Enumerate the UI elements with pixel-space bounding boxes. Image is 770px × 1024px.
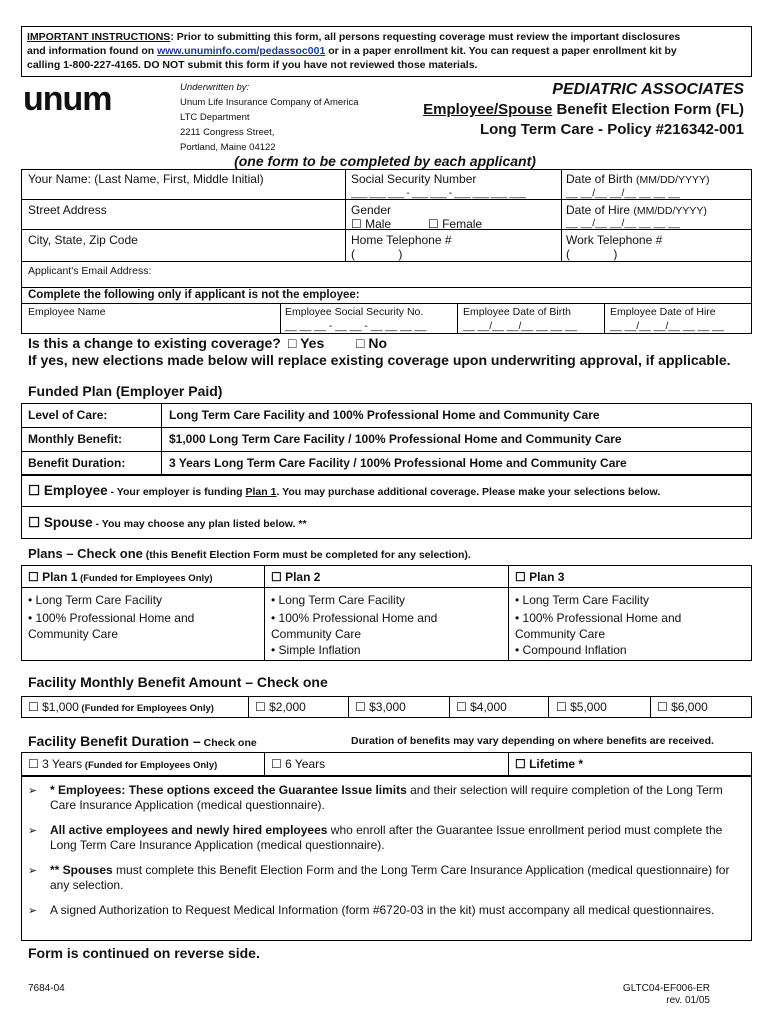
note-authorization [28,903,743,918]
plan3-detail-3: Community Care [515,627,606,641]
instructions-line2a: and information found on [27,45,158,57]
plan1-details [28,592,194,642]
employee-dob-label: Employee Date of Birth [463,306,571,318]
monthly-benefit-label: Monthly Benefit: [28,432,122,446]
plan3-detail-4: • Compound Inflation [515,643,627,657]
level-of-care-value: Long Term Care Facility and 100% Professional Home and Community Care [169,408,600,422]
plan2-detail-2: • 100% Professional Home and [271,611,438,625]
amount-6000-checkbox[interactable]: ☐ $6,000 [657,700,708,714]
home-tel-field[interactable]: ( ) [351,247,403,261]
employee-text: - Your employer is funding [107,486,246,498]
change-question: Is this a change to existing coverage? [28,335,281,351]
employee-name-field[interactable]: Employee Name [28,306,106,318]
arrow-icon: ➢ [28,784,38,797]
name-field[interactable]: Your Name: (Last Name, First, Middle Initial) [28,172,264,186]
duration-3yr-checkbox[interactable]: ☐ 3 Years [28,757,83,771]
employee-plan: Plan 1 [245,486,277,498]
benefit-duration-value: 3 Years Long Term Care Facility / 100% Professional Home and Community Care [169,456,627,470]
amount-1000-option[interactable] [28,700,214,714]
plan3-detail-1: • Long Term Care Facility [515,593,650,607]
footer-code: GLTC04-EF006-ER [622,983,710,994]
instructions-box [21,26,752,77]
ssn-field[interactable]: ___ ___ ___ - ___ ___ - ___ ___ ___ ___ [351,187,526,199]
logo-text: unum [23,80,112,118]
arrow-icon: ➢ [28,904,38,917]
ssn-label: Social Security Number [351,172,477,186]
instructions-line3: calling 1-800-227-4165. DO NOT submit this form if you have not reviewed those materials. [27,59,478,71]
title-line1: PEDIATRIC ASSOCIATES [552,81,744,98]
duration-3yr-note: (Funded for Employees Only) [82,760,218,771]
facility-duration-note: Duration of benefits may vary depending on where benefits are received. [351,735,714,747]
plan3-details [515,592,681,658]
spouse-text: - You may choose any plan listed below. ** [92,518,307,530]
note-active-bold: All active employees and newly hired employees [50,823,328,837]
instructions-heading: IMPORTANT INSTRUCTIONS [27,31,171,43]
change-yes-checkbox[interactable]: □ Yes [288,335,325,351]
benefit-duration-label: Benefit Duration: [28,456,126,470]
employee-checkbox[interactable]: ☐ Employee [28,483,108,498]
underwriter-label: Underwritten by: [180,82,250,93]
plan2-details [271,592,437,658]
dob-field[interactable]: __ __/__ __/__ __ __ __ [566,187,680,199]
underwriter-street: 2211 Congress Street, [180,127,275,138]
duration-6yr-checkbox[interactable]: ☐ 6 Years [271,757,326,771]
plan1-detail-3: Community Care [28,627,119,641]
plan2-detail-4: • Simple Inflation [271,643,361,657]
street-field[interactable]: Street Address [28,203,107,217]
work-tel-field[interactable]: ( ) [566,247,618,261]
amount-2000-checkbox[interactable]: ☐ $2,000 [255,700,306,714]
spouse-checkbox[interactable]: ☐ Spouse [28,515,93,530]
instructions-line1: : Prior to submitting this form, all persons requesting coverage must review the important disclosures [170,31,681,43]
plans-heading [28,546,471,561]
plan1-option[interactable] [28,570,213,584]
title-line2 [423,100,744,120]
amount-4000-checkbox[interactable]: ☐ $4,000 [456,700,507,714]
plan2-detail-1: • Long Term Care Facility [271,593,406,607]
dob-label-text: Date of Birth [566,172,633,186]
underwriter-city: Portland, Maine 04122 [180,142,276,153]
plans-heading-text: Plans – Check one [28,546,143,561]
footer-form-number: 7684-04 [28,983,65,994]
note-spouses [28,863,743,893]
plan3-checkbox[interactable]: ☐ Plan 3 [515,570,565,584]
plan2-checkbox[interactable]: ☐ Plan 2 [271,570,321,584]
amount-1000-checkbox[interactable]: ☐ $1,000 [28,700,79,714]
one-form-note: (one form to be completed by each applicant) [234,153,536,169]
note-employees-rest: and their selection will require completion of the Long Term Care Insurance Application (medical questionnaire). [50,783,723,812]
note-employees-bold: * Employees: These options exceed the Guarantee Issue limits [50,783,407,797]
employee-ssn-field[interactable]: __ __ __ - __ __ - __ __ __ __ [285,320,427,332]
facility-duration-heading [28,733,257,749]
dob-label [566,172,710,186]
facility-duration-heading-text: Facility Benefit Duration – [28,733,201,749]
continued-note: Form is continued on reverse side. [28,945,260,961]
amount-1000-note: (Funded for Employees Only) [78,703,214,714]
doh-field[interactable]: __ __/__ __/__ __ __ __ [566,217,680,229]
funded-heading: Funded Plan (Employer Paid) [28,383,223,399]
work-tel-label: Work Telephone # [566,233,663,247]
facility-amount-heading: Facility Monthly Benefit Amount – Check one [28,674,328,690]
email-field[interactable]: Applicant's Email Address: [28,265,152,277]
doh-label [566,203,707,217]
city-field[interactable]: City, State, Zip Code [28,233,138,247]
arrow-icon: ➢ [28,864,38,877]
underwriter-dept: LTC Department [180,112,250,123]
notes-list [28,783,743,928]
unum-logo [23,80,112,119]
underwriter-company: Unum Life Insurance Company of America [180,97,359,108]
arrow-icon: ➢ [28,824,38,837]
male-checkbox[interactable]: ☐ Male [351,217,392,231]
level-of-care-label: Level of Care: [28,408,108,422]
change-no-checkbox[interactable]: □ No [356,335,388,351]
form-title [423,80,744,140]
title-line2-rest: Benefit Election Form (FL) [552,101,744,118]
employee-rest: . You may purchase additional coverage. Please make your selections below. [276,486,661,498]
spouse-option[interactable] [28,515,307,531]
employee-doh-label: Employee Date of Hire [610,306,716,318]
home-tel-label: Home Telephone # [351,233,452,247]
duration-lifetime-checkbox[interactable]: ☐ Lifetime * [515,757,584,771]
dob-format: (MM/DD/YYYY) [636,174,710,186]
title-line3: Long Term Care - Policy #216342-001 [479,121,744,138]
note-active-rest: who enroll after the Guarantee Issue enrollment period must complete the Long Term Care Insurance Application (medical questionnaire). [50,823,723,852]
employee-doh-field[interactable]: __ __/__ __/__ __ __ __ [610,320,724,332]
doh-label-text: Date of Hire [566,203,631,217]
amount-3000-checkbox[interactable]: ☐ $3,000 [355,700,406,714]
non-employee-heading: Complete the following only if applicant is not the employee: [28,289,360,301]
plan3-detail-2: • 100% Professional Home and [515,611,682,625]
employee-dob-field[interactable]: __ __/__ __/__ __ __ __ [463,320,577,332]
doh-format: (MM/DD/YYYY) [633,205,707,217]
plans-heading-note: (this Benefit Election Form must be completed for any selection). [142,549,471,561]
pedassoc-link[interactable]: www.unuminfo.com/pedassoc001 [157,45,326,57]
employee-ssn-label: Employee Social Security No. [285,306,424,318]
gender-label: Gender [351,203,392,217]
plan1-detail-2: • 100% Professional Home and [28,611,195,625]
amount-5000-checkbox[interactable]: ☐ $5,000 [556,700,607,714]
title-line2-underlined: Employee/Spouse [423,101,553,118]
note-active-employees [28,823,743,853]
plan1-detail-1: • Long Term Care Facility [28,593,163,607]
facility-duration-heading-small: Check one [200,737,257,749]
plan1-note: (Funded for Employees Only) [77,573,213,584]
plan2-detail-3: Community Care [271,627,362,641]
note-spouses-bold: ** Spouses [50,863,113,877]
footer-rev: rev. 01/05 [666,995,710,1006]
duration-3yr-option[interactable] [28,757,217,771]
note-spouses-rest: must complete this Benefit Election Form and the Long Term Care Insurance Application (medical questionnaire) for any selection. [50,863,730,892]
change-note: If yes, new elections made below will replace existing coverage upon underwriting approval, if applicable. [28,352,731,368]
female-checkbox[interactable]: ☐ Female [428,217,483,231]
plan1-checkbox[interactable]: ☐ Plan 1 [28,570,78,584]
employee-option[interactable] [28,483,660,499]
instructions-line2b: or in a paper enrollment kit. You can request a paper enrollment kit by [325,45,677,57]
note-employees [28,783,743,813]
monthly-benefit-value: $1,000 Long Term Care Facility / 100% Professional Home and Community Care [169,432,622,446]
note-auth-rest: A signed Authorization to Request Medical Information (form #6720-03 in the kit) must accompany all medical questionnaires. [50,903,715,917]
underwriter-block [180,80,358,155]
